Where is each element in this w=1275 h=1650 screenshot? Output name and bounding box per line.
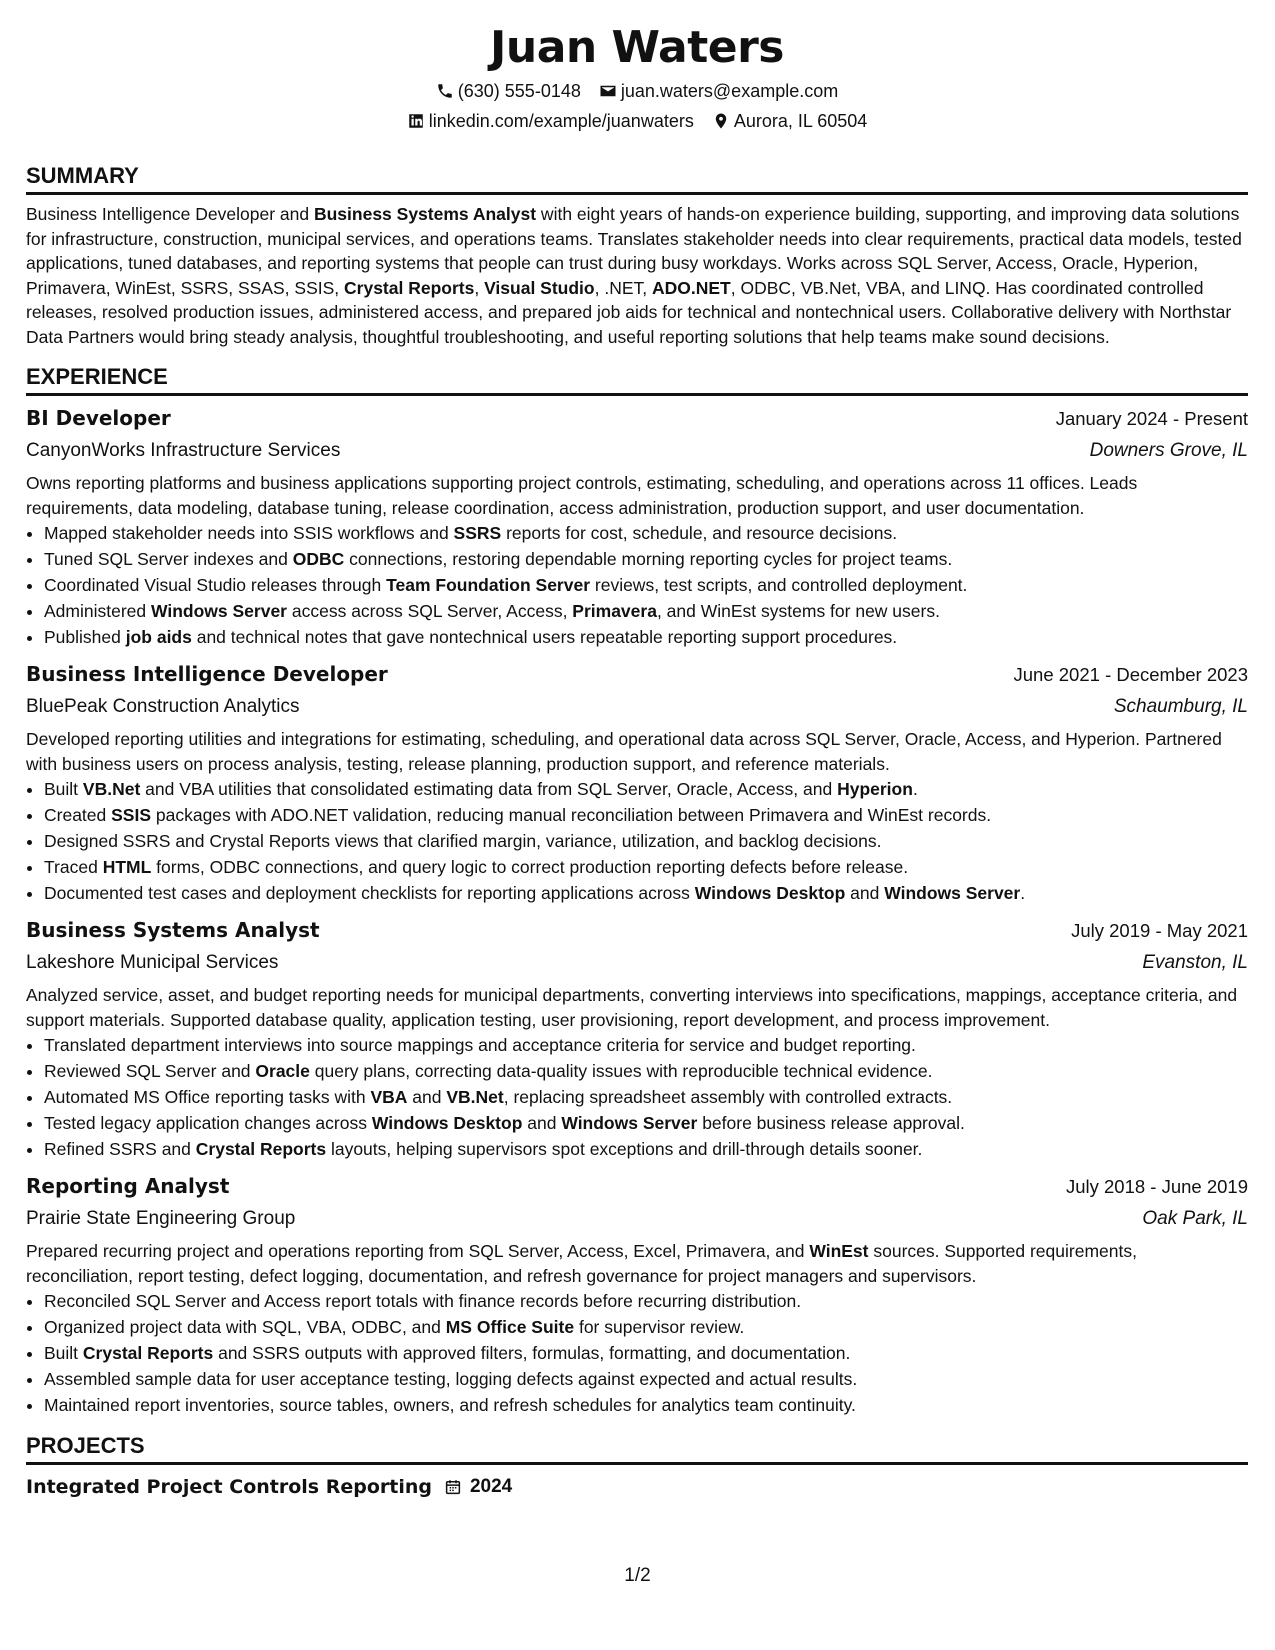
job-dates: July 2019 - May 2021 — [1071, 920, 1248, 941]
bullet-item: • Assembled sample data for user acceptance testing, logging defects against expected and actual results. — [44, 1366, 1248, 1392]
experience-heading: EXPERIENCE — [26, 363, 1248, 396]
emphasized-term: SSIS — [111, 805, 152, 825]
emphasized-term: ADO.NET — [651, 277, 731, 298]
emphasized-term: VB.Net — [82, 779, 141, 799]
job-entry — [26, 914, 1248, 1162]
emphasized-term: Crystal Reports — [344, 277, 475, 298]
job-location: Evanston, IL — [1142, 952, 1248, 973]
bullet-item: • Created SSIS packages with ADO.NET validation, reducing manual reconciliation between Primavera and WinEst records. — [44, 802, 1248, 828]
job-location: Downers Grove, IL — [1089, 440, 1248, 461]
job-title: Reporting Analyst — [26, 1174, 230, 1198]
emphasized-term: HTML — [102, 857, 152, 877]
bullet-item: • Coordinated Visual Studio releases through Team Foundation Server reviews, test scripts, and controlled deployment. — [44, 572, 1248, 598]
job-description: Developed reporting utilities and integrations for estimating, scheduling, and operational data across SQL Server, Oracle, Access, and Hyperion. Partnered with business users on process analysis, testing, release planning, production support, and reference materials. — [26, 729, 1222, 774]
emphasized-term: WinEst — [809, 1241, 869, 1261]
project-title: Integrated Project Controls Reporting — [26, 1476, 432, 1498]
job-title: Business Systems Analyst — [26, 918, 320, 942]
summary-text: Business Intelligence Developer and Business Systems Analyst with eight years of hands-on experience building, supporting, and improving data solutions for infrastructure, construction, municipal services, and operations teams. Translates stakeholder needs into clear requirements, practical data models, tested applications, tuned databases, and reporting systems that people can trust during busy workdays. Works across SQL Server, Access, Oracle, Hyperion, Primavera, WinEst, SSRS, SSAS, SSIS, Crystal Reports, Visual Studio, .NET, ADO.NET, ODBC, VB.Net, VBA, and LINQ. Has coordinated controlled releases, resolved production issues, administered access, and prepared job aids for technical and nontechnical users. Collaborative delivery with Northstar Data Partners would bring steady analysis, thoughtful troubleshooting, and useful reporting solutions that help teams make sound decisions. — [26, 204, 1242, 347]
bullet-item: • Published job aids and technical notes that gave nontechnical users repeatable reporting support procedures. — [44, 624, 1248, 650]
bullet-item: • Translated department interviews into source mappings and acceptance criteria for service and budget reporting. — [44, 1032, 1248, 1058]
emphasized-term: ODBC — [292, 549, 345, 569]
job-description: Owns reporting platforms and business applications supporting project controls, estimating, scheduling, and operations across 11 offices. Leads requirements, data modeling, database tuning, release coordination, access administration, production support, and user documentation. — [26, 473, 1138, 518]
bullet-item: • Traced HTML forms, ODBC connections, and query logic to correct production reporting defects before release. — [44, 854, 1248, 880]
emphasized-term: Primavera — [572, 601, 657, 621]
job-location: Oak Park, IL — [1142, 1208, 1248, 1229]
emphasized-term: VB.Net — [446, 1087, 504, 1107]
bullet-item: • Built VB.Net and VBA utilities that consolidated estimating data from SQL Server, Oracle, Access, and Hyperion. — [44, 776, 1248, 802]
emphasized-term: Visual Studio — [484, 277, 595, 298]
project-entry — [26, 1471, 1248, 1503]
job-bullets — [26, 520, 1248, 650]
candidate-name: Juan Waters — [490, 22, 784, 73]
company-name: Prairie State Engineering Group — [26, 1208, 296, 1229]
map-pin-icon — [712, 112, 730, 130]
company-name: BluePeak Construction Analytics — [26, 696, 300, 717]
emphasized-term: Windows Server — [884, 883, 1021, 903]
job-title: Business Intelligence Developer — [26, 662, 388, 686]
calendar-icon — [444, 1478, 462, 1496]
job-description: Analyzed service, asset, and budget reporting needs for municipal departments, converting interviews into specifications, mappings, acceptance criteria, and support materials. Supported database quality, application testing, user provisioning, report development, and process improvement. — [26, 985, 1238, 1030]
emphasized-term: Windows Desktop — [694, 883, 846, 903]
emphasized-term: job aids — [125, 627, 192, 647]
email-text: juan.waters@example.com — [620, 81, 839, 101]
company-name: CanyonWorks Infrastructure Services — [26, 440, 341, 461]
contact-location — [712, 106, 867, 136]
bullet-item: • Organized project data with SQL, VBA, ODBC, and MS Office Suite for supervisor review. — [44, 1314, 1248, 1340]
summary-heading: SUMMARY — [26, 162, 1248, 195]
resume-header — [26, 20, 1248, 136]
contact-line-2 — [26, 106, 1248, 136]
resume-page — [26, 20, 1248, 1503]
bullet-item: • Tuned SQL Server indexes and ODBC connections, restoring dependable morning reporting cycles for project teams. — [44, 546, 1248, 572]
bullet-item: • Mapped stakeholder needs into SSIS workflows and SSRS reports for cost, schedule, and resource decisions. — [44, 520, 1248, 546]
bullet-item: • Administered Windows Server access across SQL Server, Access, Primavera, and WinEst systems for new users. — [44, 598, 1248, 624]
emphasized-term: Oracle — [255, 1061, 310, 1081]
experience-section — [26, 363, 1248, 1418]
job-bullets — [26, 776, 1248, 906]
job-bullets — [26, 1032, 1248, 1162]
bullet-item: • Reviewed SQL Server and Oracle query plans, correcting data-quality issues with reproducible technical evidence. — [44, 1058, 1248, 1084]
location-text: Aurora, IL 60504 — [733, 111, 868, 131]
linkedin-icon — [407, 112, 425, 130]
job-entry — [26, 658, 1248, 906]
project-date — [444, 1475, 512, 1500]
projects-section — [26, 1432, 1248, 1503]
job-dates: July 2018 - June 2019 — [1065, 1176, 1248, 1197]
job-dates: June 2021 - December 2023 — [1013, 664, 1248, 685]
phone-icon — [436, 82, 454, 100]
envelope-icon — [599, 82, 617, 100]
job-description: Prepared recurring project and operations reporting from SQL Server, Access, Excel, Primavera, and WinEst sources. Supported requirements, reconciliation, report testing, defect logging, documentation, and refresh governance for project managers and supervisors. — [26, 1241, 1137, 1286]
emphasized-term: SSRS — [453, 523, 502, 543]
bullet-item: • Maintained report inventories, source tables, owners, and refresh schedules for analytics team continuity. — [44, 1392, 1248, 1418]
job-bullets — [26, 1288, 1248, 1418]
bullet-item: • Refined SSRS and Crystal Reports layouts, helping supervisors spot exceptions and drill-through details sooner. — [44, 1136, 1248, 1162]
bullet-item: • Designed SSRS and Crystal Reports views that clarified margin, variance, utilization, and backlog decisions. — [44, 828, 1248, 854]
contact-line-1 — [26, 76, 1248, 106]
emphasized-term: MS Office Suite — [445, 1317, 575, 1337]
contact-linkedin[interactable] — [407, 106, 694, 136]
page-number: 1/2 — [624, 1565, 651, 1586]
emphasized-term: Windows Server — [151, 601, 287, 621]
bullet-item: • Tested legacy application changes across Windows Desktop and Windows Server before business release approval. — [44, 1110, 1248, 1136]
phone-text: (630) 555-0148 — [457, 81, 581, 101]
bullet-item: • Built Crystal Reports and SSRS outputs with approved filters, formulas, formatting, and documentation. — [44, 1340, 1248, 1366]
bullet-item: • Documented test cases and deployment checklists for reporting applications across Windows Desktop and Windows Server. — [44, 880, 1248, 906]
job-title: BI Developer — [26, 406, 171, 430]
project-year: 2024 — [469, 1475, 513, 1497]
projects-heading: PROJECTS — [26, 1432, 1248, 1465]
emphasized-term: Windows Desktop — [371, 1113, 523, 1133]
contact-email[interactable] — [599, 76, 838, 106]
emphasized-term: Business Systems Analyst — [313, 204, 537, 224]
emphasized-term: Hyperion — [837, 779, 913, 799]
emphasized-term: Crystal Reports — [195, 1139, 327, 1159]
emphasized-term: Team Foundation Server — [386, 575, 591, 595]
linkedin-text: linkedin.com/example/juanwaters — [428, 111, 694, 131]
emphasized-term: VBA — [370, 1087, 408, 1107]
summary-section — [26, 162, 1248, 349]
company-name: Lakeshore Municipal Services — [26, 952, 279, 973]
job-entry — [26, 402, 1248, 650]
bullet-item: • Automated MS Office reporting tasks with VBA and VB.Net, replacing spreadsheet assembly with controlled extracts. — [44, 1084, 1248, 1110]
emphasized-term: Crystal Reports — [82, 1343, 214, 1363]
job-dates: January 2024 - Present — [1055, 408, 1248, 429]
contact-phone[interactable] — [436, 76, 581, 106]
emphasized-term: Windows Server — [561, 1113, 698, 1133]
job-location: Schaumburg, IL — [1113, 696, 1248, 717]
bullet-item: • Reconciled SQL Server and Access report totals with finance records before recurring distribution. — [44, 1288, 1248, 1314]
job-entry — [26, 1170, 1248, 1418]
